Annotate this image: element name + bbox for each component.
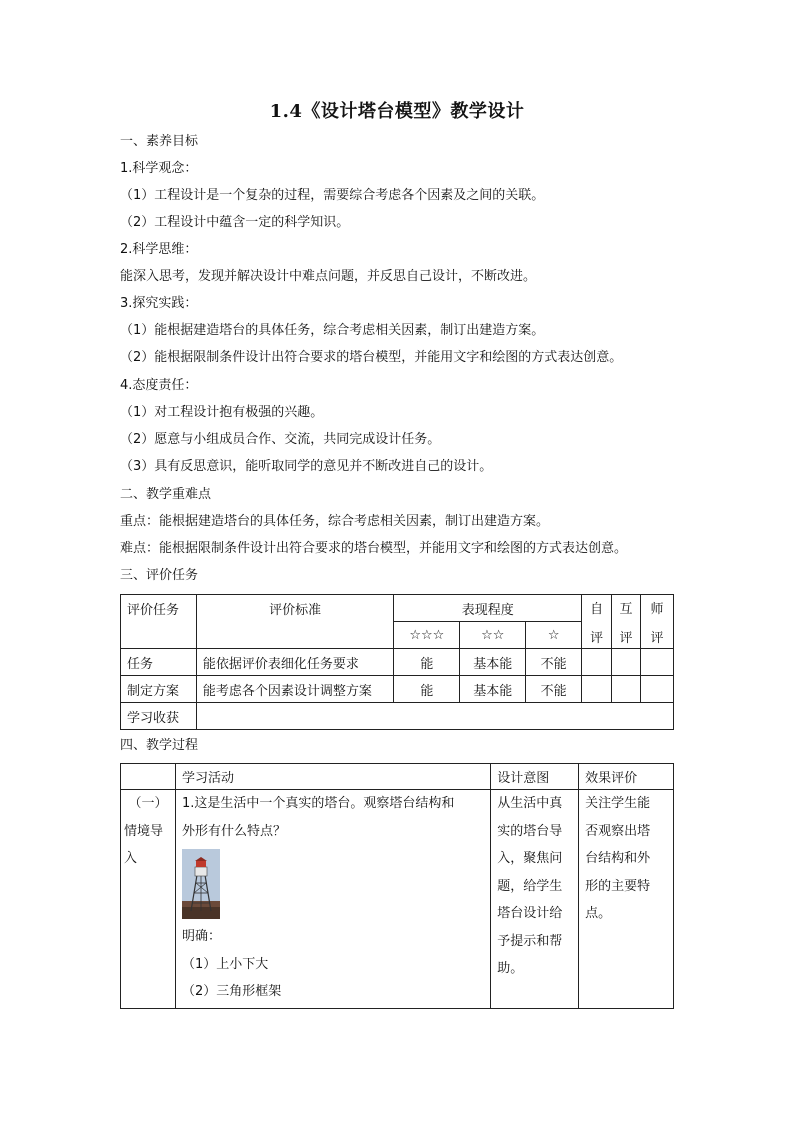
table-row: 学习收获 [121,703,674,730]
goal-4c: （3）具有反思意识，能听取同学的意见并不断改进自己的设计。 [120,459,493,474]
stars-2: ☆☆ [460,622,526,649]
goal-4b: （2）愿意与小组成员合作、交流，共同完成设计任务。 [120,432,441,447]
section-heading-evaluation: 三、评价任务 [120,568,199,583]
eval-header-row [121,595,674,622]
goal-1-heading: 1.科学观念： [120,161,198,176]
activity-cell: 1.这是生活中一个真实的塔台。观察塔台结构和 外形有什么特点？ 明确： （1）上小下大 （2）三角形框架 [175,790,490,1009]
table-row [121,790,674,1009]
eval-header-task: 评价任务 [121,595,197,649]
eval-header-level: 表现程度 [394,595,582,622]
hard-point: 难点：能根据限制条件设计出符合要求的塔台模型，并能用文字和绘图的方式表达创意。 [120,541,628,556]
process-header-row [121,764,674,790]
header-effect: 效果评价 [579,764,674,790]
process-table [120,763,674,1009]
eval-header-self: 自 评 [582,595,612,649]
goal-3-heading: 3.探究实践： [120,296,198,311]
stage-cell: （一） 情境导 入 [121,790,176,1009]
stars-3: ☆☆☆ [394,622,460,649]
goal-2-heading: 2.科学思维： [120,242,198,257]
goal-3a: （1）能根据建造塔台的具体任务，综合考虑相关因素，制订出建造方案。 [120,323,545,338]
tower-photo [182,849,220,919]
eval-header-standard: 评价标准 [196,595,394,649]
eval-header-peer: 互 评 [612,595,641,649]
effect-cell: 关注学生能 否观察出塔 台结构和外 形的主要特 点。 [579,790,674,1009]
table-row: 制定方案 能考虑各个因素设计调整方案 能 基本能 不能 [121,676,674,703]
evaluation-table [120,594,674,730]
header-intent: 设计意图 [491,764,579,790]
goal-4-heading: 4.态度责任： [120,378,198,393]
stars-1: ☆ [526,622,582,649]
key-point: 重点：能根据建造塔台的具体任务，综合考虑相关因素，制订出建造方案。 [120,514,550,529]
goal-3b: （2）能根据限制条件设计出符合要求的塔台模型，并能用文字和绘图的方式表达创意。 [120,350,623,365]
section-heading-focus: 二、教学重难点 [120,487,212,502]
section-heading-process: 四、教学过程 [120,738,199,753]
intent-cell: 从生活中真 实的塔台导 入，聚焦问 题，给学生 塔台设计给 予提示和帮 助。 [491,790,579,1009]
document-title: 1.4《设计塔台模型》教学设计 [269,101,525,122]
goal-4a: （1）对工程设计抱有极强的兴趣。 [120,405,324,420]
header-activity: 学习活动 [175,764,490,790]
goal-1a: （1）工程设计是一个复杂的过程，需要综合考虑各个因素及之间的关联。 [120,188,545,203]
table-row: 任务 能依据评价表细化任务要求 能 基本能 不能 [121,649,674,676]
eval-header-teacher: 师 评 [641,595,674,649]
section-heading-goals: 一、素养目标 [120,134,199,149]
goal-1b: （2）工程设计中蕴含一定的科学知识。 [120,215,350,230]
goal-2a: 能深入思考，发现并解决设计中难点问题，并反思自己设计，不断改进。 [120,269,537,284]
